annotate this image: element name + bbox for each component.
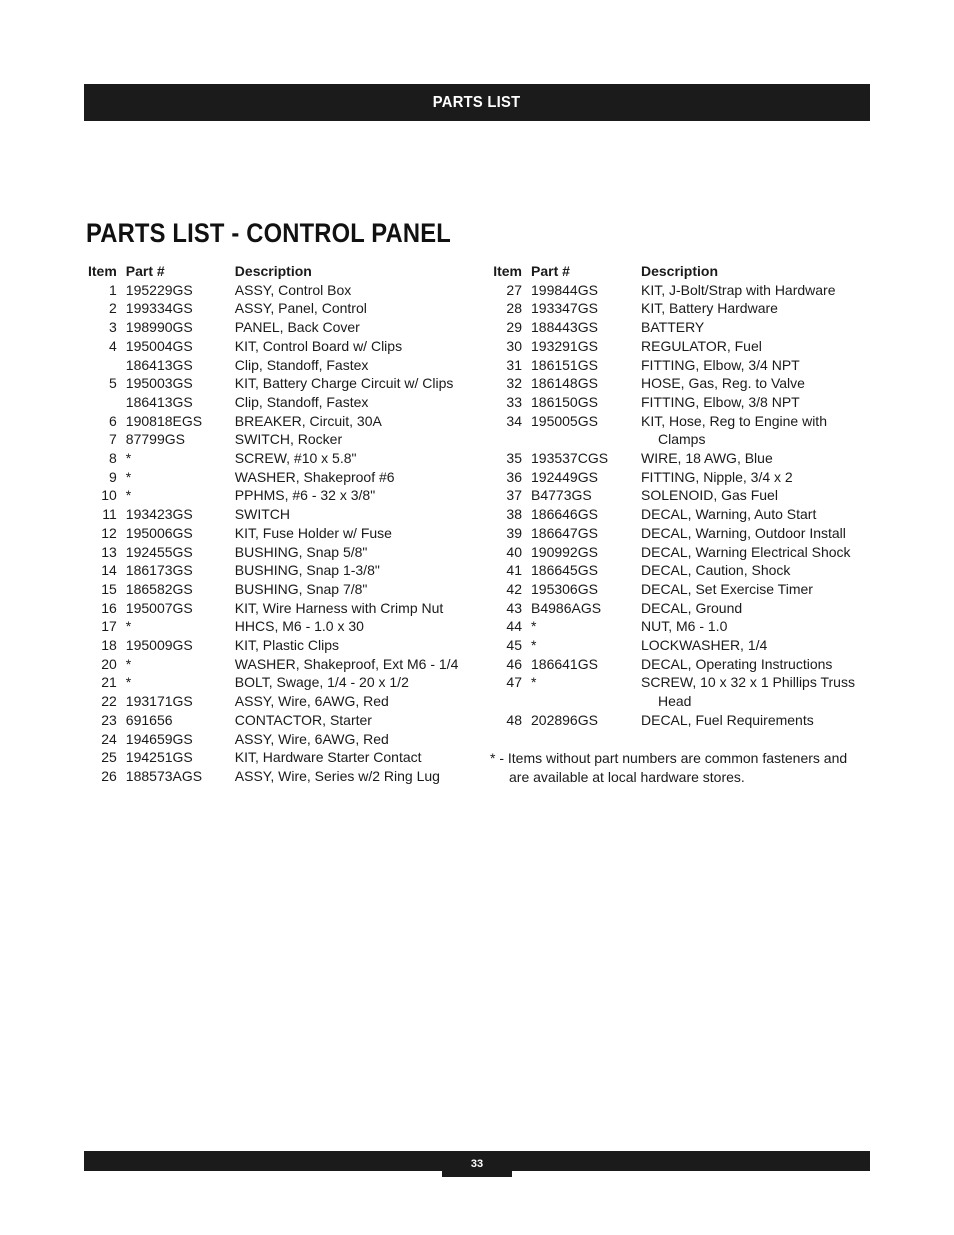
table-row <box>88 767 475 786</box>
table-row <box>88 655 475 674</box>
part-description <box>641 711 863 730</box>
item-number: 6 <box>109 412 117 429</box>
footnote-line-2: are available at local hardware stores. <box>509 768 745 785</box>
part-number: 186148GS <box>531 375 598 392</box>
column-header-item: Item <box>493 263 522 279</box>
part-description <box>235 299 475 318</box>
part-description <box>641 374 863 393</box>
item-number: 27 <box>506 281 522 298</box>
table-row <box>492 580 863 599</box>
description-text: KIT, Plastic Clips <box>234 637 340 654</box>
item-number: 23 <box>101 711 117 728</box>
part-number: * <box>125 655 132 672</box>
item-number: 36 <box>506 468 522 485</box>
column-header-item: Item <box>88 263 117 279</box>
description-continuation: Head <box>658 693 692 710</box>
table-row <box>492 318 863 337</box>
table-row <box>492 281 863 300</box>
description-text: DECAL, Set Exercise Timer <box>641 580 813 597</box>
part-number: 190992GS <box>531 543 598 560</box>
part-description <box>641 599 863 618</box>
part-number: 691656 <box>125 711 173 728</box>
item-number: 26 <box>101 767 117 784</box>
part-number: * <box>125 618 132 635</box>
table-row <box>88 430 475 449</box>
part-description <box>641 449 863 468</box>
description-text: BUSHING, Snap 1-3/8" <box>234 562 380 579</box>
description-text: SCREW, 10 x 32 x 1 Phillips Truss <box>641 674 855 691</box>
part-description <box>641 673 863 710</box>
column-header-description: Description <box>234 263 312 279</box>
table-row <box>492 486 863 505</box>
item-number: 16 <box>101 599 117 616</box>
item-number: 35 <box>506 450 522 467</box>
part-description <box>641 543 863 562</box>
part-number: B4773GS <box>531 487 592 504</box>
table-row <box>88 580 475 599</box>
part-description <box>641 412 863 449</box>
item-number: 5 <box>109 375 117 392</box>
part-description <box>235 318 475 337</box>
part-number: * <box>531 637 537 654</box>
part-description <box>641 393 863 412</box>
part-number: 192455GS <box>125 543 193 560</box>
description-text: HHCS, M6 - 1.0 x 30 <box>234 618 364 635</box>
item-number: 41 <box>506 562 522 579</box>
table-row <box>88 561 475 580</box>
description-text: HOSE, Gas, Reg. to Valve <box>641 375 805 392</box>
item-number: 45 <box>506 637 522 654</box>
part-number: 186151GS <box>531 356 598 373</box>
table-row <box>88 281 475 300</box>
part-number: * <box>531 674 537 691</box>
part-number: 193291GS <box>531 337 598 354</box>
table-row <box>88 748 475 767</box>
part-description <box>235 505 475 524</box>
description-text: FITTING, Elbow, 3/4 NPT <box>641 356 800 373</box>
item-number: 15 <box>101 580 117 597</box>
table-row <box>492 393 863 412</box>
item-number <box>88 356 126 375</box>
description-text: DECAL, Fuel Requirements <box>641 711 814 728</box>
part-number: 188573AGS <box>125 767 203 784</box>
table-header-row <box>492 262 863 281</box>
part-number: 199844GS <box>531 281 598 298</box>
item-number: 22 <box>101 693 117 710</box>
footnote-line-1: * - Items without part numbers are common fasteners and <box>490 750 848 766</box>
part-description <box>235 468 475 487</box>
table-row <box>88 505 475 524</box>
part-description <box>235 617 475 636</box>
item-number: 12 <box>101 524 117 541</box>
part-description <box>641 468 863 487</box>
part-number: 195004GS <box>125 337 193 354</box>
header-bar <box>84 84 870 121</box>
part-description <box>235 374 475 393</box>
table-row <box>88 374 475 393</box>
table-row <box>492 449 863 468</box>
page-number: 33 <box>442 1151 512 1177</box>
part-number: 195003GS <box>125 375 193 392</box>
part-description <box>235 748 475 767</box>
part-description <box>235 524 475 543</box>
part-number: 186641GS <box>531 655 598 672</box>
table-row <box>492 299 863 318</box>
table-row <box>492 337 863 356</box>
description-text: BUSHING, Snap 5/8" <box>234 543 368 560</box>
item-number: 31 <box>506 356 522 373</box>
table-row <box>88 599 475 618</box>
item-number: 13 <box>101 543 117 560</box>
item-number: 21 <box>101 674 117 691</box>
part-description <box>641 636 863 655</box>
part-description <box>235 692 475 711</box>
description-text: WIRE, 18 AWG, Blue <box>641 450 773 467</box>
description-text: KIT, Battery Hardware <box>641 300 778 317</box>
part-number: 186647GS <box>531 524 598 541</box>
part-description <box>641 524 863 543</box>
item-number: 10 <box>101 487 117 504</box>
column-header-part: Part # <box>125 263 165 279</box>
item-number: 32 <box>506 375 522 392</box>
parts-table-left <box>88 262 475 786</box>
part-description <box>235 449 475 468</box>
part-number: 195009GS <box>125 637 193 654</box>
table-row <box>492 505 863 524</box>
description-text: DECAL, Operating Instructions <box>641 655 833 672</box>
table-row <box>492 655 863 674</box>
item-number: 40 <box>506 543 522 560</box>
page-title: PARTS LIST - CONTROL PANEL <box>86 218 451 248</box>
part-number: 195229GS <box>125 281 193 298</box>
part-number: * <box>531 618 537 635</box>
parts-table-right <box>492 262 863 730</box>
description-text: KIT, Hardware Starter Contact <box>234 749 422 766</box>
description-text: KIT, Battery Charge Circuit w/ Clips <box>234 375 454 392</box>
table-row <box>88 636 475 655</box>
description-text: LOCKWASHER, 1/4 <box>641 637 768 654</box>
part-number: 199334GS <box>125 300 193 317</box>
parts-table-right-body <box>492 281 863 730</box>
description-text: KIT, J-Bolt/Strap with Hardware <box>641 281 836 298</box>
table-row <box>492 636 863 655</box>
description-text: ASSY, Wire, 6AWG, Red <box>234 730 389 747</box>
table-row <box>88 393 475 412</box>
part-description <box>641 580 863 599</box>
description-text: FITTING, Elbow, 3/8 NPT <box>641 393 800 410</box>
item-number: 24 <box>101 730 117 747</box>
description-text: BOLT, Swage, 1/4 - 20 x 1/2 <box>234 674 409 691</box>
table-row <box>88 617 475 636</box>
part-number: 193423GS <box>125 506 193 523</box>
table-row <box>492 599 863 618</box>
parts-table-left-body <box>88 281 475 786</box>
part-number: 190818EGS <box>125 412 203 429</box>
description-text: KIT, Fuse Holder w/ Fuse <box>234 524 392 541</box>
item-number: 30 <box>506 337 522 354</box>
part-description <box>235 356 475 375</box>
table-row <box>492 711 863 730</box>
table-row <box>88 449 475 468</box>
table-row <box>88 356 475 375</box>
description-text: WASHER, Shakeproof, Ext M6 - 1/4 <box>234 655 459 672</box>
description-text: WASHER, Shakeproof #6 <box>234 468 395 485</box>
part-description <box>235 599 475 618</box>
part-number: 193171GS <box>125 693 193 710</box>
part-number: 194251GS <box>125 749 193 766</box>
description-continuation: Clamps <box>658 431 706 448</box>
part-number: 195306GS <box>531 580 598 597</box>
part-description <box>641 337 863 356</box>
item-number: 4 <box>109 337 117 354</box>
table-row <box>492 468 863 487</box>
part-description <box>235 561 475 580</box>
part-description <box>235 730 475 749</box>
part-number: 186173GS <box>125 562 193 579</box>
part-number: 195005GS <box>531 412 598 429</box>
description-text: DECAL, Warning Electrical Shock <box>641 543 851 560</box>
description-text: DECAL, Caution, Shock <box>641 562 791 579</box>
part-number: 186150GS <box>531 393 598 410</box>
description-text: KIT, Hose, Reg to Engine with <box>641 412 827 429</box>
part-number: 193537CGS <box>531 450 609 467</box>
part-number: 87799GS <box>125 431 185 448</box>
column-header-description: Description <box>641 263 719 279</box>
part-number: * <box>125 468 132 485</box>
description-text: REGULATOR, Fuel <box>641 337 762 354</box>
item-number: 14 <box>101 562 117 579</box>
item-number: 34 <box>506 412 522 429</box>
table-row <box>88 486 475 505</box>
part-number: 186645GS <box>531 562 598 579</box>
description-text: ASSY, Panel, Control <box>234 300 367 317</box>
description-text: ASSY, Wire, 6AWG, Red <box>234 693 389 710</box>
table-row <box>88 543 475 562</box>
part-description <box>235 767 475 786</box>
footnote <box>490 749 862 786</box>
table-row <box>492 617 863 636</box>
table-row <box>88 730 475 749</box>
item-number: 20 <box>101 655 117 672</box>
part-number: B4986AGS <box>531 599 602 616</box>
part-number: * <box>125 674 132 691</box>
description-text: DECAL, Ground <box>641 599 743 616</box>
table-row <box>492 524 863 543</box>
description-text: PANEL, Back Cover <box>234 319 360 336</box>
part-number: 202896GS <box>531 711 598 728</box>
table-header-row <box>88 262 475 281</box>
part-number: * <box>125 487 132 504</box>
table-row <box>492 374 863 393</box>
table-row <box>88 692 475 711</box>
table-row <box>88 412 475 431</box>
item-number: 7 <box>109 431 117 448</box>
part-description <box>235 580 475 599</box>
description-text: DECAL, Warning, Outdoor Install <box>641 524 846 541</box>
part-description <box>641 505 863 524</box>
table-row <box>88 299 475 318</box>
part-number: 186413GS <box>125 356 193 373</box>
part-description <box>235 543 475 562</box>
item-number: 3 <box>109 319 117 336</box>
item-number <box>88 393 126 412</box>
item-number: 11 <box>102 506 117 523</box>
description-text: KIT, Control Board w/ Clips <box>234 337 403 354</box>
part-description <box>641 655 863 674</box>
item-number: 17 <box>101 618 117 635</box>
part-description <box>235 636 475 655</box>
description-text: SOLENOID, Gas Fuel <box>641 487 778 504</box>
column-header-part: Part # <box>531 263 570 279</box>
item-number: 33 <box>506 393 522 410</box>
part-description <box>641 281 863 300</box>
part-description <box>235 655 475 674</box>
part-number: 194659GS <box>125 730 193 747</box>
description-text: SWITCH, Rocker <box>234 431 343 448</box>
description-text: KIT, Wire Harness with Crimp Nut <box>234 599 444 616</box>
description-text: BREAKER, Circuit, 30A <box>234 412 382 429</box>
item-number: 1 <box>109 281 117 298</box>
item-number: 9 <box>109 468 117 485</box>
part-description <box>235 412 475 431</box>
item-number: 38 <box>506 506 522 523</box>
part-description <box>641 356 863 375</box>
description-text: BUSHING, Snap 7/8" <box>234 580 368 597</box>
part-number: 195006GS <box>125 524 193 541</box>
table-row <box>492 412 863 449</box>
part-number: 198990GS <box>125 319 193 336</box>
part-number: 186582GS <box>125 580 193 597</box>
part-description <box>235 281 475 300</box>
part-description <box>235 430 475 449</box>
table-row <box>492 356 863 375</box>
part-number: 192449GS <box>531 468 598 485</box>
item-number: 47 <box>506 674 522 691</box>
table-row <box>492 543 863 562</box>
part-number: 195007GS <box>125 599 193 616</box>
description-text: ASSY, Control Box <box>234 281 352 298</box>
description-text: CONTACTOR, Starter <box>234 711 372 728</box>
description-text: PPHMS, #6 - 32 x 3/8" <box>234 487 376 504</box>
table-row <box>88 673 475 692</box>
part-number: 188443GS <box>531 319 598 336</box>
item-number: 39 <box>506 524 522 541</box>
description-text: Clip, Standoff, Fastex <box>234 356 369 373</box>
item-number: 29 <box>506 319 522 336</box>
part-number: 193347GS <box>531 300 598 317</box>
item-number: 48 <box>506 711 522 728</box>
part-description <box>235 337 475 356</box>
table-row <box>88 337 475 356</box>
description-text: ASSY, Wire, Series w/2 Ring Lug <box>234 767 440 784</box>
item-number: 37 <box>506 487 522 504</box>
item-number: 44 <box>506 618 522 635</box>
item-number: 42 <box>506 580 522 597</box>
description-text: Clip, Standoff, Fastex <box>234 393 369 410</box>
part-description <box>641 318 863 337</box>
part-description <box>641 299 863 318</box>
part-description <box>641 561 863 580</box>
table-row <box>88 524 475 543</box>
description-text: FITTING, Nipple, 3/4 x 2 <box>641 468 793 485</box>
description-text: NUT, M6 - 1.0 <box>641 618 728 635</box>
part-description <box>235 486 475 505</box>
table-row <box>88 468 475 487</box>
item-number: 43 <box>506 599 522 616</box>
part-description <box>641 617 863 636</box>
part-number: 186413GS <box>125 393 193 410</box>
table-row <box>88 318 475 337</box>
part-number: 186646GS <box>531 506 598 523</box>
part-number: * <box>125 450 132 467</box>
description-text: BATTERY <box>641 319 705 336</box>
part-description <box>235 393 475 412</box>
item-number: 2 <box>109 300 117 317</box>
item-number: 18 <box>101 637 117 654</box>
table-row <box>492 561 863 580</box>
item-number: 28 <box>506 300 522 317</box>
table-row <box>88 711 475 730</box>
description-text: SCREW, #10 x 5.8" <box>234 450 357 467</box>
item-number: 8 <box>109 450 117 467</box>
item-number: 46 <box>506 655 522 672</box>
part-description <box>235 711 475 730</box>
item-number: 25 <box>101 749 117 766</box>
description-text: SWITCH <box>234 506 291 523</box>
description-text: DECAL, Warning, Auto Start <box>641 506 817 523</box>
part-description <box>641 486 863 505</box>
part-description <box>235 673 475 692</box>
header-title: PARTS LIST <box>433 93 521 111</box>
table-row <box>492 673 863 710</box>
